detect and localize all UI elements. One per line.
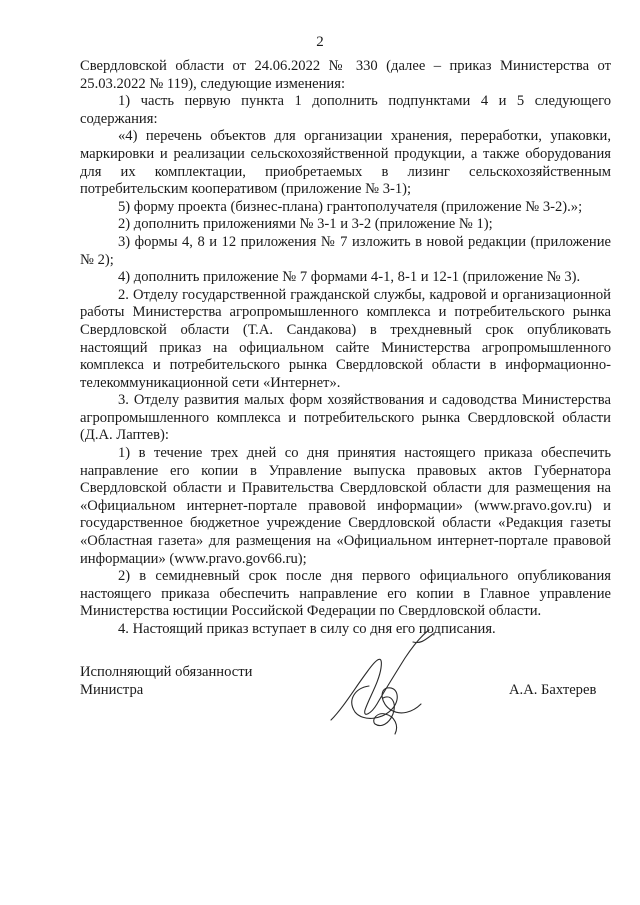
paragraph-point-3-item-2: 2) в семидневный срок после дня первого официального опубликования настоящего приказа обеспечить направление его копии в Главное управление Министерства юстиции Российской Федерации по Свердловской области.: [80, 568, 611, 620]
handwritten-signature: [325, 628, 445, 738]
paragraph-intro: Свердловской области от 24.06.2022 № 330 (далее – приказ Министерства от 25.03.2022 № 119), следующие изменения:: [80, 58, 611, 92]
signatory-position-line2: Министра: [80, 682, 144, 698]
paragraph-item-3: 3) формы 4, 8 и 12 приложения № 7 изложить в новой редакции (приложение № 2);: [80, 233, 611, 268]
paragraph-item-2: 2) дополнить приложениями № 3-1 и 3-2 (приложение № 1);: [118, 216, 493, 233]
signatory-name: А.А. Бахтерев: [509, 682, 597, 698]
paragraph-item-1: 1) часть первую пункта 1 дополнить подпунктами 4 и 5 следующего содержания:: [80, 93, 611, 127]
document-body: [80, 58, 611, 639]
signatory-position-line1: Исполняющий обязанности: [80, 664, 253, 680]
signature-stroke-main: [331, 630, 429, 720]
paragraph-item-4: 4) дополнить приложение № 7 формами 4-1, 8-1 и 12-1 (приложение № 3).: [118, 269, 581, 286]
paragraph-point-2: 2. Отделу государственной гражданской службы, кадровой и организационной работы Министерства агропромышленного комплекса и потребительского рынка Свердловской области (Т.А. Сандакова) в трехдневный срок опубликовать настоящий приказ на официальном сайте Министерства агропромышленного комплекса и потребительского рынка Свердловской области в информационно-телекоммуникационной сети «Интернет».: [80, 286, 611, 391]
paragraph-subitem-4: «4) перечень объектов для организации хранения, переработки, упаковки, маркировки и реализации сельскохозяйственной продукции, а также оборудования для их комплектации, приобретаемых в лизинг сельскохозяйственным потребительским кооперативом (приложение № 3-1);: [80, 128, 611, 198]
page-number: 2: [316, 34, 324, 50]
signatory-position: [80, 663, 252, 699]
paragraph-point-4: 4. Настоящий приказ вступает в силу со дня его подписания.: [118, 621, 496, 637]
paragraph-subitem-5: 5) форму проекта (бизнес-плана) грантополучателя (приложение № 3-2).»;: [118, 198, 583, 215]
paragraph-point-3: 3. Отделу развития малых форм хозяйствования и садоводства Министерства агропромышленного комплекса и потребительского рынка Свердловской области (Д.А. Лаптев):: [80, 392, 611, 444]
signature-stroke-loop: [352, 686, 421, 718]
signature-stroke-tail: [374, 697, 397, 734]
paragraph-point-3-item-1: 1) в течение трех дней со дня принятия настоящего приказа обеспечить направление его копии в Управление выпуска правовых актов Губернатора Свердловской области и Правительства Свердловской области для размещения на «Официальном интернет-портале правовой информации» (www.pravo.gov.ru) и государственное бюджетное учреждение Свердловской области «Редакция газеты «Областная газета» для размещения на «Официальном интернет-портале правовой информации» (www.pravo.gov66.ru);: [80, 445, 611, 567]
